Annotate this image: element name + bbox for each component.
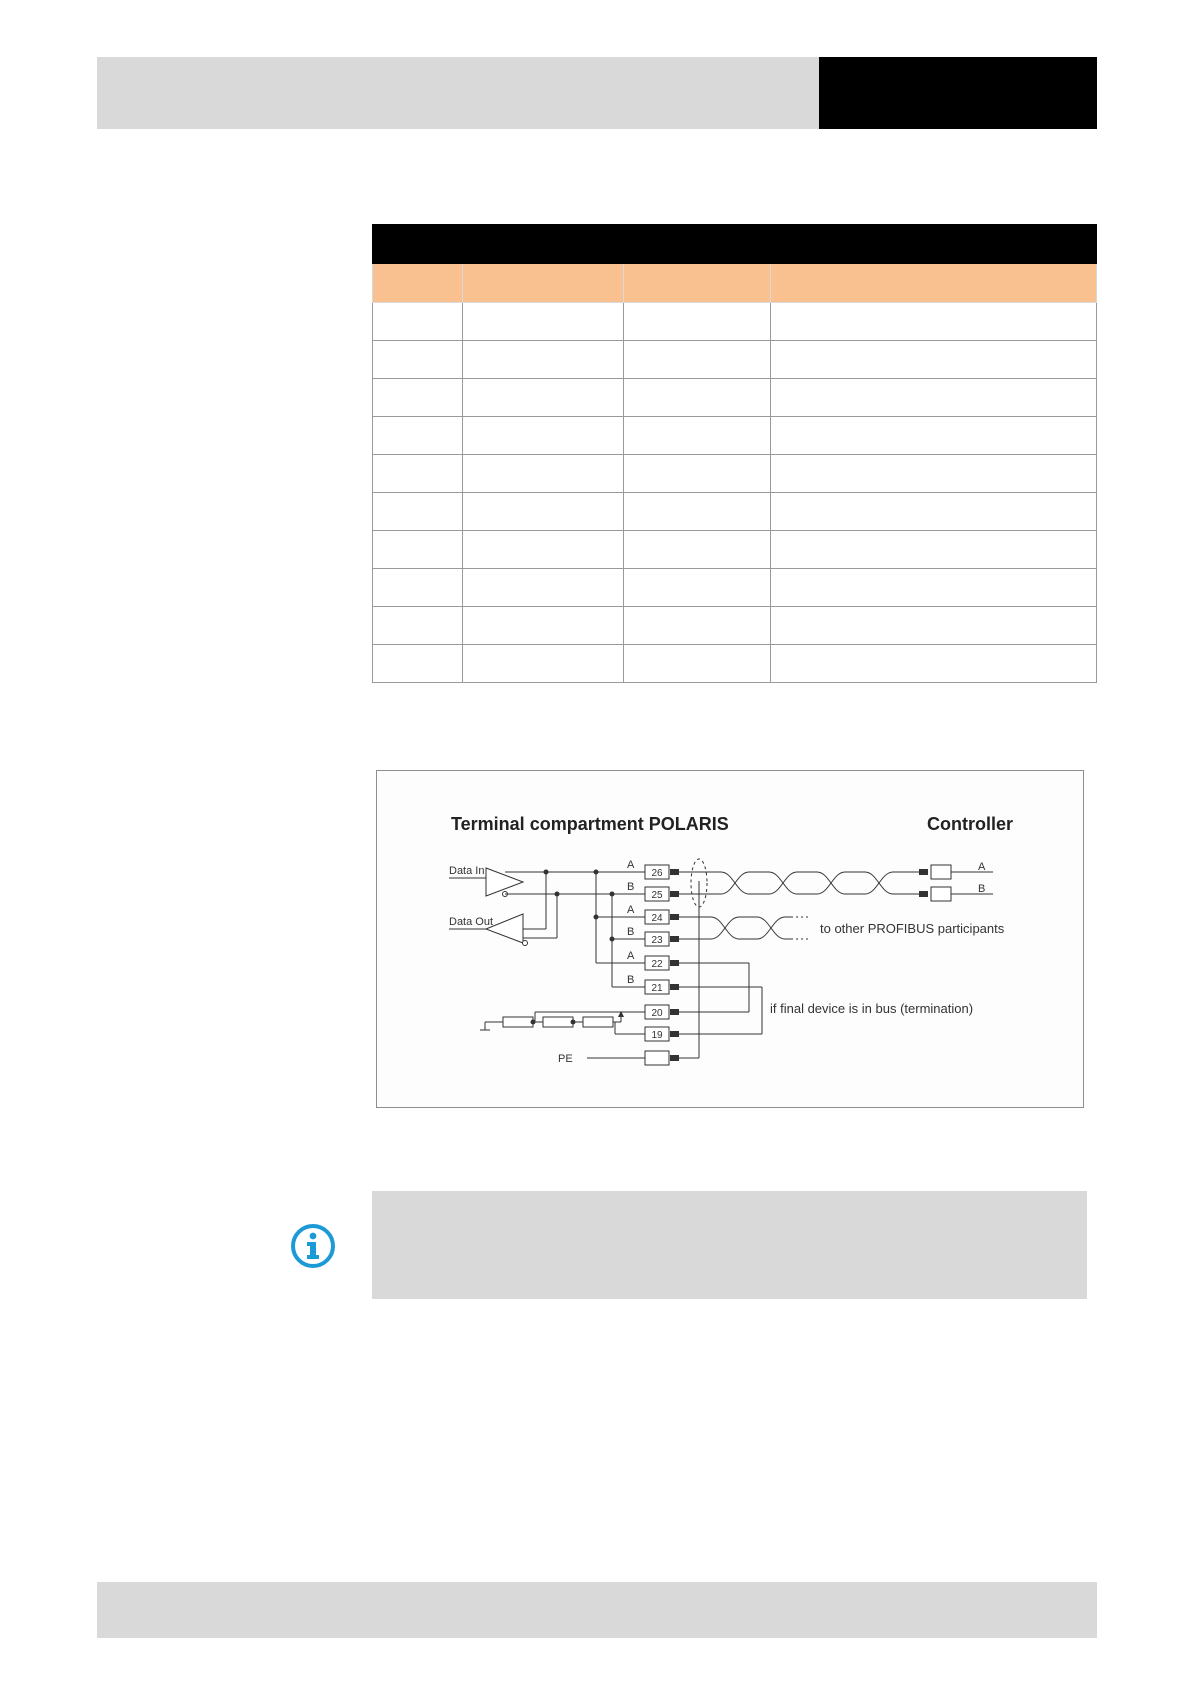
table-cell	[624, 607, 771, 645]
terminal-number: 20	[651, 1008, 663, 1019]
table-header-cell	[771, 264, 1097, 303]
table-cell	[373, 379, 463, 417]
table-cell	[463, 569, 624, 607]
info-icon	[289, 1222, 337, 1270]
table-header-cell	[463, 264, 624, 303]
table-row	[373, 531, 1097, 569]
table-row	[373, 645, 1097, 683]
table-cell	[463, 493, 624, 531]
terminal-number: 24	[651, 913, 663, 924]
table-cell	[373, 607, 463, 645]
controller-label-b: B	[978, 883, 986, 895]
note-other-participants: to other PROFIBUS participants	[820, 921, 1005, 936]
table-cell	[373, 303, 463, 341]
table-row	[373, 417, 1097, 455]
table-cell	[463, 417, 624, 455]
table-row	[373, 303, 1097, 341]
table-cell	[624, 341, 771, 379]
pe-label: PE	[558, 1053, 573, 1065]
diagram-title-controller: Controller	[927, 814, 1014, 834]
table-cell	[771, 531, 1097, 569]
controller-label-a: A	[978, 861, 986, 873]
table-row	[373, 493, 1097, 531]
line-label-a: A	[627, 950, 635, 962]
table-cell	[373, 341, 463, 379]
table-header-row	[373, 264, 1097, 303]
table-row	[373, 569, 1097, 607]
terminal-number: 26	[651, 868, 663, 879]
note-termination: if final device is in bus (termination)	[770, 1001, 974, 1016]
table-cell	[624, 303, 771, 341]
table-cell	[624, 455, 771, 493]
table-cell	[771, 493, 1097, 531]
table-header-cell	[373, 264, 463, 303]
terminal-number: 22	[651, 959, 663, 970]
line-label-b: B	[627, 974, 635, 986]
terminal-block	[645, 865, 669, 1065]
data-in-label: Data In	[449, 865, 485, 877]
table-cell	[373, 531, 463, 569]
terminal-number: 19	[651, 1030, 663, 1041]
table-cell	[624, 645, 771, 683]
table-cell	[463, 607, 624, 645]
table-cell	[373, 493, 463, 531]
page-footer-bar	[97, 1582, 1097, 1638]
terminal-number: 23	[651, 935, 663, 946]
table-cell	[624, 569, 771, 607]
table-cell	[771, 417, 1097, 455]
table-cell	[624, 531, 771, 569]
table-cell	[373, 455, 463, 493]
line-label-b: B	[627, 881, 635, 893]
table-cell	[463, 379, 624, 417]
wiring-diagram-svg	[377, 771, 1085, 1109]
table-cell	[771, 341, 1097, 379]
diagram-title-terminal: Terminal compartment POLARIS	[451, 814, 729, 834]
table-cell	[771, 379, 1097, 417]
data-out-label: Data Out	[449, 916, 494, 928]
table-cell	[771, 645, 1097, 683]
table-row	[373, 379, 1097, 417]
table-header-cell	[624, 264, 771, 303]
table-cell	[771, 455, 1097, 493]
table-cell	[624, 417, 771, 455]
table-cell	[771, 607, 1097, 645]
page-header-bar	[97, 57, 819, 129]
table-cell	[463, 455, 624, 493]
table-row	[373, 607, 1097, 645]
table-cell	[463, 341, 624, 379]
table-cell	[624, 379, 771, 417]
pin-assignment-table	[372, 224, 1097, 683]
table-cell	[463, 645, 624, 683]
table-cell	[373, 417, 463, 455]
profibus-wiring-diagram	[376, 770, 1084, 1108]
terminal-number: 21	[651, 983, 663, 994]
page-header-black-block	[819, 57, 1097, 129]
table-cell	[771, 303, 1097, 341]
table-title-cell	[373, 225, 1097, 264]
table-cell	[463, 303, 624, 341]
info-note-box	[372, 1191, 1087, 1299]
table-row	[373, 455, 1097, 493]
line-label-b: B	[627, 926, 635, 938]
table-cell	[771, 569, 1097, 607]
terminal-number: 25	[651, 890, 663, 901]
table-title-row	[373, 225, 1097, 264]
line-label-a: A	[627, 859, 635, 871]
table-cell	[463, 531, 624, 569]
table-row	[373, 341, 1097, 379]
table-cell	[373, 569, 463, 607]
table-cell	[373, 645, 463, 683]
table-cell	[624, 493, 771, 531]
line-label-a: A	[627, 904, 635, 916]
